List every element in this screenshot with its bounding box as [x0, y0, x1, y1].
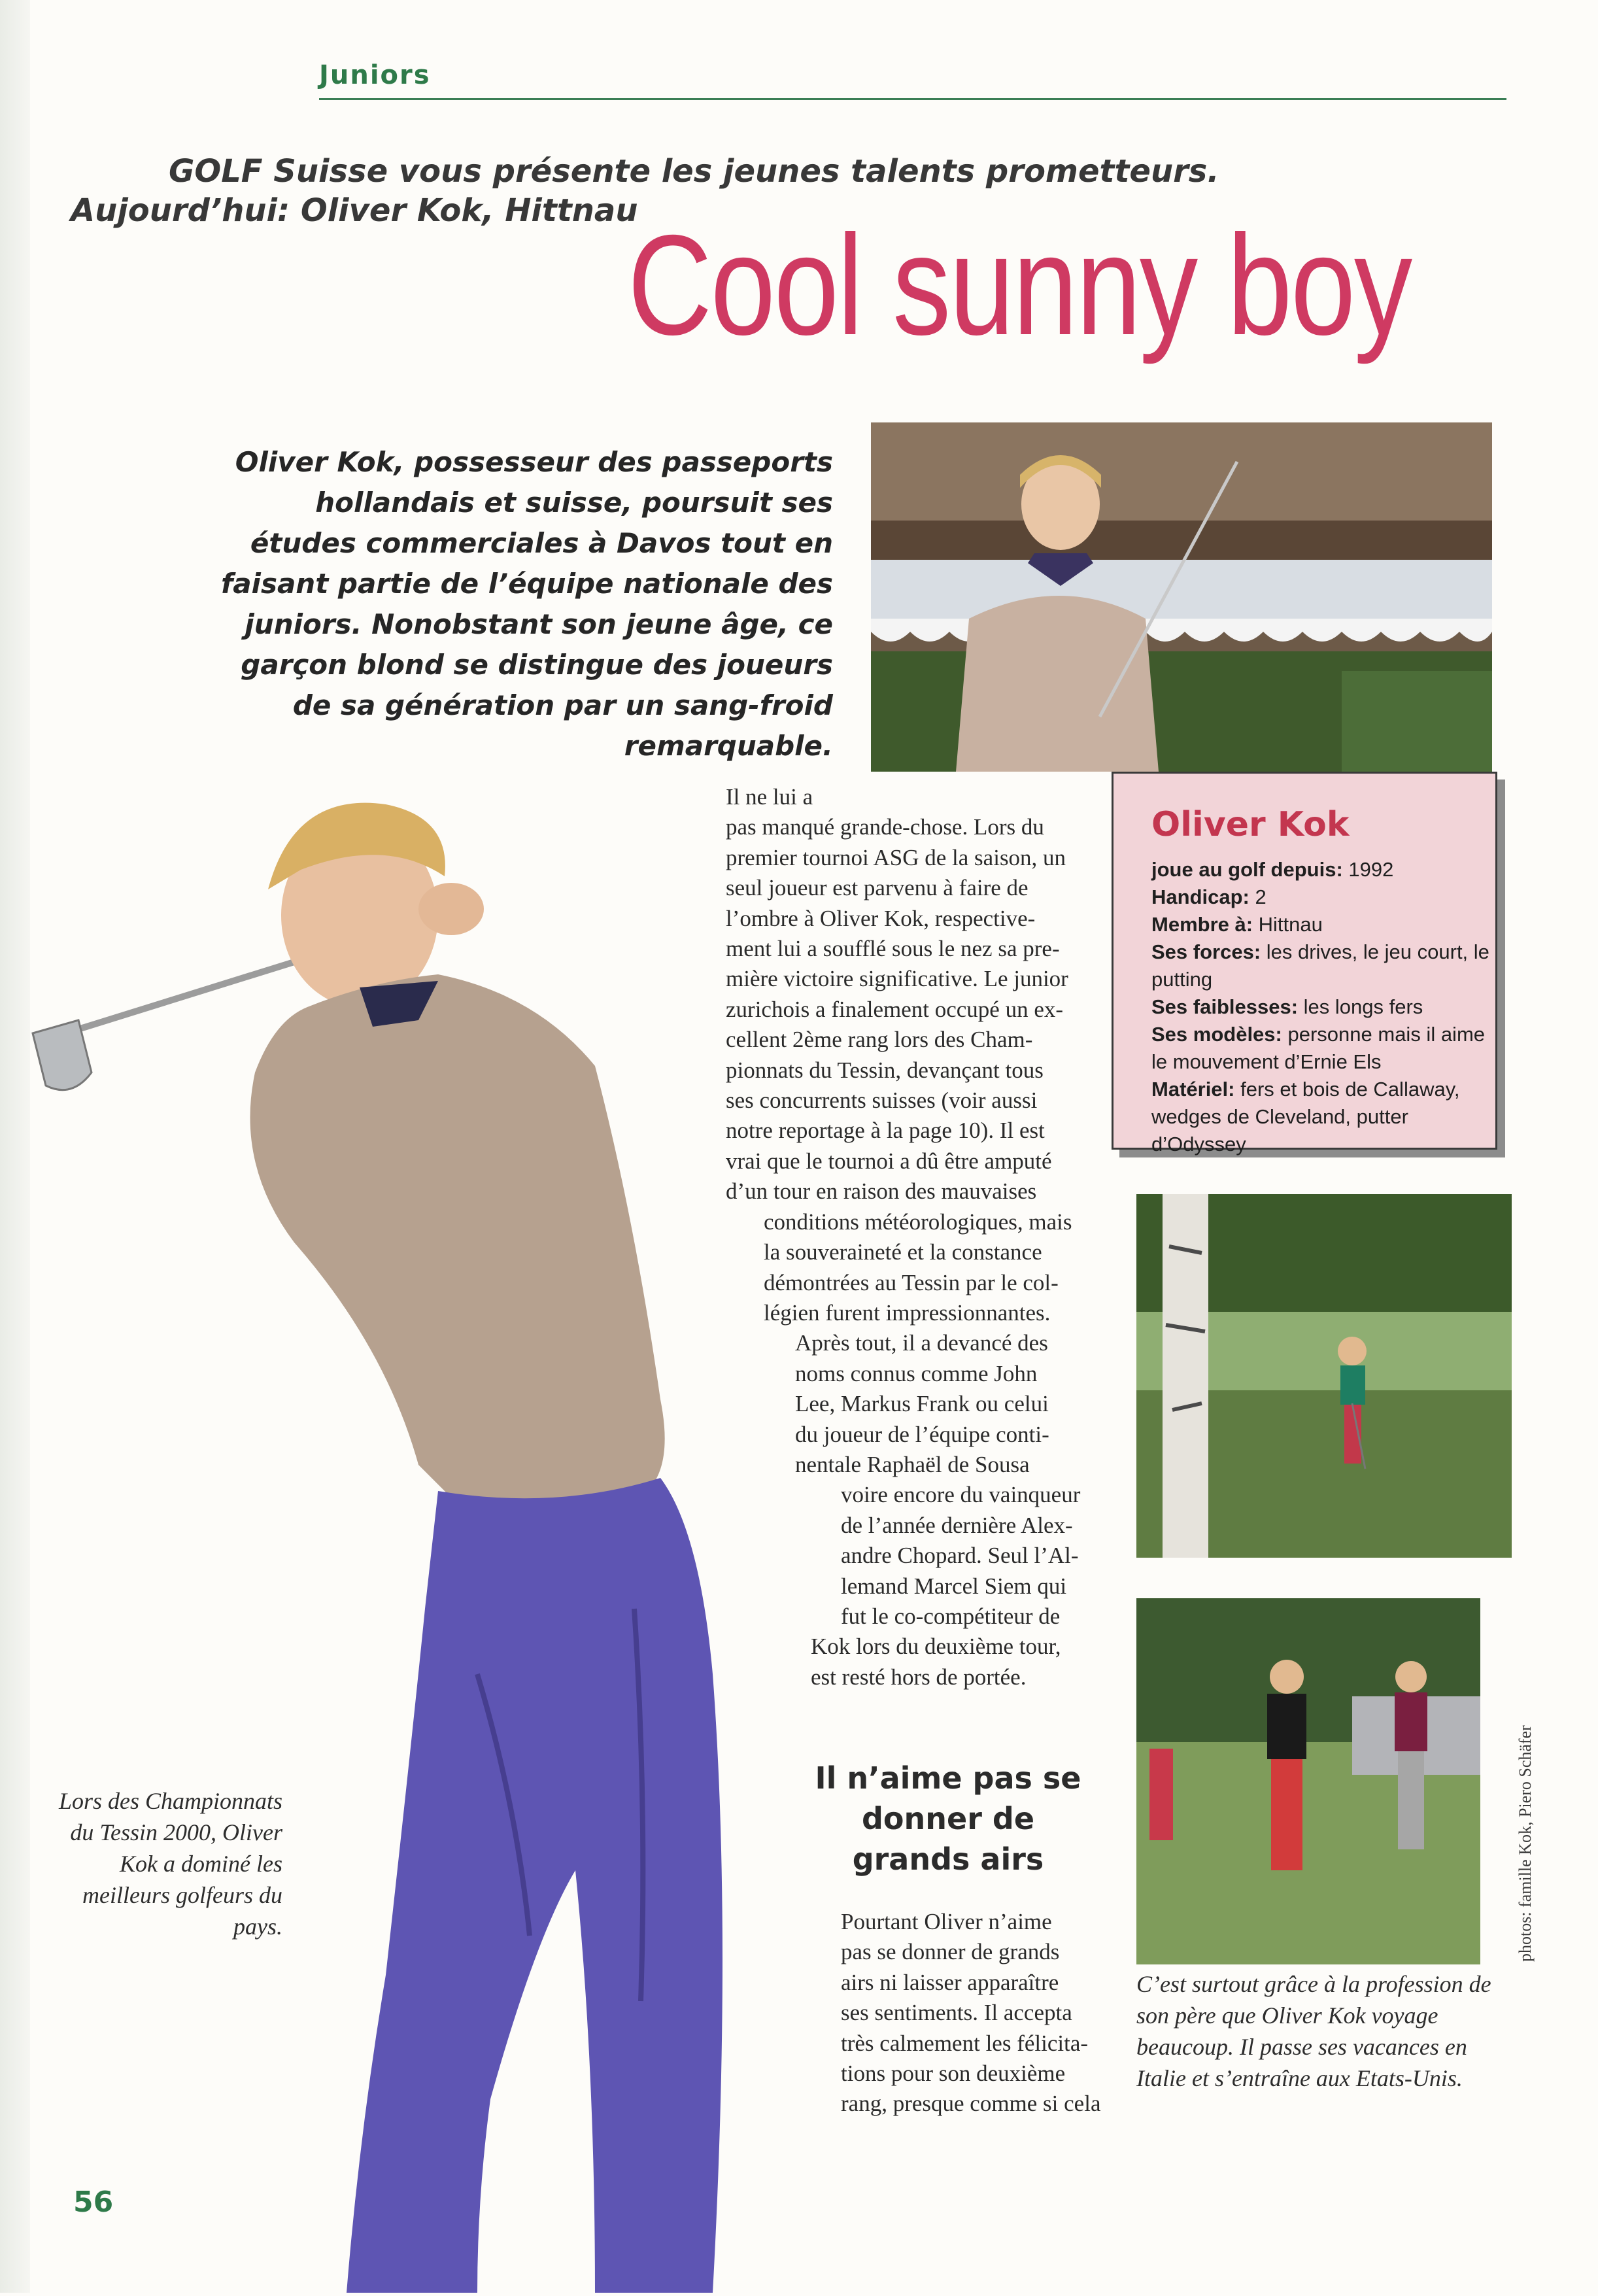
body-line: conditions météorologiques, mais	[764, 1208, 1072, 1235]
body-line: du joueur de l’équipe conti-	[795, 1421, 1049, 1447]
profile-fact	[1151, 938, 1491, 993]
fact-value: fers et bois de Callaway, wedges de Cleveland, putter d’Odyssey	[1151, 1078, 1460, 1156]
fact-label: Ses forces:	[1151, 940, 1261, 963]
body-line: la souveraineté et la constance	[764, 1239, 1042, 1265]
intro-line-2: Aujourd’hui: Oliver Kok, Hittnau	[71, 192, 638, 229]
body-line: l’ombre à Oliver Kok, respective-	[726, 905, 1036, 931]
body-line: ment lui a soufflé sous le nez sa pre-	[726, 936, 1060, 962]
fact-label: Handicap:	[1151, 885, 1250, 908]
body-line: est resté hors de portée.	[811, 1664, 1027, 1690]
caption-left: Lors des Championnats du Tessin 2000, Oliver Kok a dominé les meilleurs golfeurs du pays.	[58, 1788, 282, 1940]
photo-junior-on-course	[1136, 1194, 1512, 1558]
article-body-column	[726, 782, 1101, 1692]
fact-value: les longs fers	[1298, 995, 1423, 1018]
body-line: mière victoire significative. Le junior	[726, 966, 1068, 992]
fact-value: 1992	[1342, 858, 1394, 881]
body-line: noms connus comme John	[795, 1360, 1038, 1386]
profile-fact	[1151, 911, 1491, 938]
body-line: légien furent impressionnantes.	[764, 1299, 1051, 1326]
fact-label: Ses faiblesses:	[1151, 995, 1299, 1018]
body-line: voire encore du vainqueur	[841, 1482, 1081, 1508]
section-label: Juniors	[319, 60, 431, 90]
fact-value: 2	[1249, 885, 1266, 908]
body-line: Lee, Markus Frank ou celui	[795, 1391, 1049, 1417]
body-line: démontrées au Tessin par le col-	[764, 1269, 1059, 1295]
caption-right: C’est surtout grâce à la profession de son père que Oliver Kok voyage beaucoup. Il passe ses vacances en Italie et s’entraîne aux Etats-Unis.	[1136, 1971, 1491, 2091]
body-line: Il ne lui a	[726, 784, 813, 810]
body-line: lemand Marcel Siem qui	[841, 1573, 1067, 1599]
photo-father-and-son	[1136, 1598, 1480, 1964]
body-line: tions pour son deuxième	[841, 2061, 1066, 2087]
fact-label: Ses modèles:	[1151, 1023, 1282, 1046]
body-line: Après tout, il a devancé des	[795, 1330, 1048, 1356]
body-line: ses concurrents suisses (voir aussi	[726, 1088, 1038, 1114]
body-line: andre Chopard. Seul l’Al-	[841, 1543, 1079, 1569]
body-line: d’un tour en raison des mauvaises	[726, 1178, 1037, 1205]
body-line: pas manqué grande-chose. Lors du	[726, 814, 1044, 840]
body-line: vrai que le tournoi a dû être amputé	[726, 1148, 1052, 1174]
fact-label: Matériel:	[1151, 1078, 1235, 1101]
body-line: de l’année dernière Alex-	[841, 1512, 1073, 1538]
profile-fact	[1151, 1076, 1491, 1158]
page-number: 56	[73, 2185, 114, 2219]
body-line: airs ni laisser apparaître	[841, 1969, 1059, 1995]
photo-driving-range	[871, 422, 1492, 772]
profile-facts	[1151, 856, 1491, 1158]
profile-fact	[1151, 993, 1491, 1021]
fact-value: Hittnau	[1253, 913, 1323, 936]
body-line: Kok lors du deuxième tour,	[811, 1634, 1061, 1660]
article-title: Cool sunny boy	[628, 206, 1411, 365]
body-line: rang, presque comme si cela	[841, 2091, 1101, 2117]
body-line: seul joueur est parvenu à faire de	[726, 875, 1028, 901]
intro-line-1: GOLF Suisse vous présente les jeunes talents prometteurs.	[169, 153, 1219, 190]
profile-name: Oliver Kok	[1151, 805, 1350, 844]
fact-value: les drives, le jeu court, le putting	[1151, 940, 1489, 991]
body-line: pas se donner de grands	[841, 1939, 1060, 1965]
body-line: cellent 2ème rang lors des Cham-	[726, 1027, 1033, 1053]
body-line: très calmement les félicita-	[841, 2030, 1089, 2056]
header-rule	[319, 98, 1506, 100]
body-line: ses sentiments. Il accepta	[841, 2000, 1072, 2026]
article-subhead: Il n’aime pas se donner de grands airs	[815, 1760, 1081, 1877]
photo-credit: photos: famille Kok, Piero Schäfer	[1516, 1725, 1535, 1962]
lead-paragraph: Oliver Kok, possesseur des passeports hollandais et suisse, poursuit ses études commerciales à Davos tout en faisant partie de l’équipe nationale des juniors. Nonobstant son jeune âge, ce garçon blond se distingue des joueurs de sa génération par un sang-froid remarquable.	[220, 446, 833, 762]
body-line: notre reportage à la page 10). Il est	[726, 1118, 1045, 1144]
profile-box	[1112, 772, 1497, 1156]
fact-label: Membre à:	[1151, 913, 1253, 936]
profile-fact	[1151, 883, 1491, 911]
body-line: zurichois a finalement occupé un ex-	[726, 996, 1064, 1022]
body-line: premier tournoi ASG de la saison, un	[726, 844, 1066, 870]
body-line: fut le co-compétiteur de	[841, 1603, 1061, 1629]
body-line: Pourtant Oliver n’aime	[841, 1909, 1052, 1934]
profile-fact	[1151, 856, 1491, 883]
body-line: nentale Raphaël de Sousa	[795, 1451, 1030, 1477]
article-body-continued	[841, 1907, 1102, 2119]
body-line: pionnats du Tessin, devançant tous	[726, 1057, 1044, 1083]
fact-value: personne mais il aime le mouvement d’Ernie Els	[1151, 1023, 1486, 1073]
profile-fact	[1151, 1021, 1491, 1076]
fact-label: joue au golf depuis:	[1151, 858, 1343, 881]
